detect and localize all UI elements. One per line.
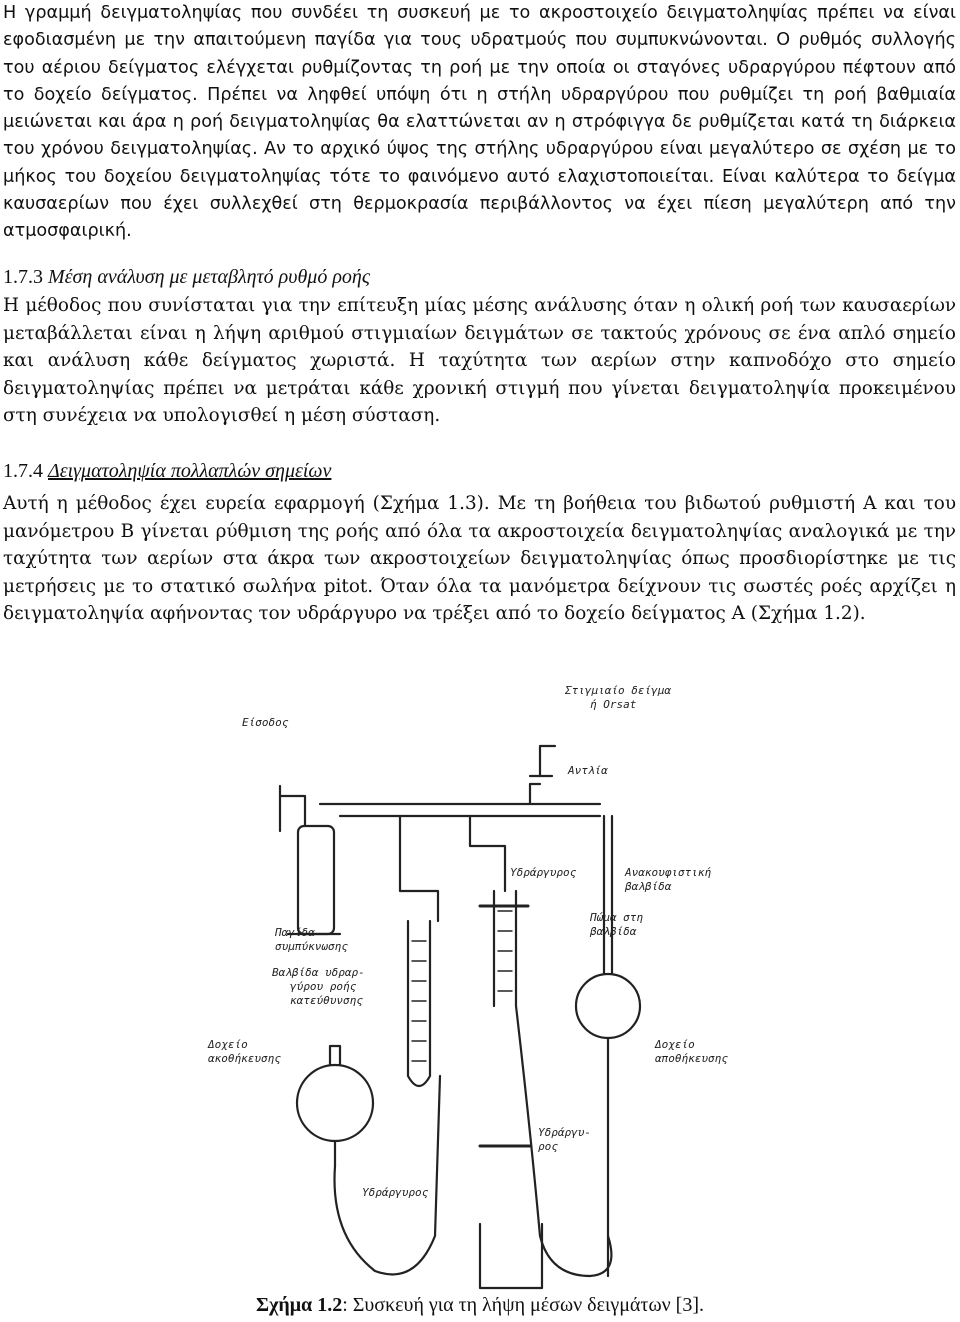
label-relief-valve: Ανακουφιστική [625, 866, 712, 879]
apparatus-diagram [180, 676, 820, 1294]
caption-label: Σχήμα 1.2 [256, 1294, 343, 1316]
section-heading-1-7-3 [3, 266, 370, 289]
label-valve: Βαλβίδα υδραρ- [272, 966, 365, 979]
label-sample-orsat: Στιγμιαίο δείγμα [565, 684, 671, 697]
left-storage-bulb [297, 1065, 373, 1141]
trap-cylinder [298, 826, 334, 934]
mercury-tube-right [516, 1006, 611, 1276]
section-number: 1.7.4 [3, 460, 43, 482]
section-1-7-4-body: Αυτή η μέθοδος έχει ευρεία εφαρμογή (Σχήμα 1.3). Με τη βοήθεια του βιδωτού ρυθμιστή Α και του μανόμετρου Β γίνεται ρύθμιση της ροής από όλα τα ακροστοιχεία δειγματοληψίας αναλογικά με την ταχύτητα των αερίων στα άκρα των ακροστοιχείων δειγματοληψίας όπως προσδιορίστηκε με τις μετρήσεις με το στατικό σωλήνα pitot. Όταν όλα τα μανόμετρα δείχνουν τις σωστές ροές αρχίζει η δειγματοληψία αφήνοντας τον υδράργυρο να τρέξει από το δοχείο δείγματος Α (Σχήμα 1.2). [3, 493, 956, 625]
intro-paragraph: Η γραμμή δειγματοληψίας που συνδέει τη συσκευή με το ακροστοιχείο δειγματοληψίας πρέπει να είναι εφοδιασμένη με την απαιτούμενη παγίδα για τους υδρατμούς που συμπυκνώνονται. Ο ρυθμός συλλογής του αέριου δείγματος ελέγχεται ρυθμίζοντας τη ροή με την οποία οι σταγόνες υδραργύρου πέφτουν από το δοχείο δείγματος. Πρέπει να ληφθεί υπόψη ότι η στήλη υδραργύρου που ρυθμίζει τη ροή βαθμιαία μειώνεται και άρα η ροή δειγματοληψίας θα ελαττώνεται αν η στρόφιγγα δε ρυθμίζεται κατά τη διάρκεια του χρόνου δειγματοληψίας. Αν το αρχικό ύψος της στήλης υδραργύρου είναι μεγαλύτερο σε σχέση με το μήκος του δοχείου δειγματοληψίας τότε το φαινόμενο αυτό ελαχιστοποιείται. Είναι καλύτερα το δείγμα καυσαερίων που έχει συλλεχθεί στη θερμοκρασία περιβάλλοντος να έχει πίεση μεγαλύτερη από την ατμοσφαιρική. [3, 3, 956, 242]
svg-text:ακοθήκευσης: ακοθήκευσης [208, 1052, 281, 1065]
section-heading-1-7-4 [3, 460, 331, 483]
label-trap: Παγίδα [275, 926, 315, 939]
label-mercury-2: Υδράργυ- [538, 1126, 591, 1139]
label-pump: Αντλία [568, 764, 608, 777]
label-mercury-3: Υδράργυρος [362, 1186, 429, 1199]
svg-text:κατεύθυνσης: κατεύθυνσης [290, 994, 363, 1007]
right-storage-bulb [576, 974, 640, 1038]
apparatus-figure [180, 676, 820, 1294]
section-title: Δειγματοληψία πολλαπλών σημείων [48, 460, 332, 482]
burette-right [494, 891, 516, 1006]
section-number: 1.7.3 [3, 266, 43, 288]
label-left-vessel: Δοχείο [208, 1038, 248, 1051]
label-right-vessel: Δοχείο [655, 1038, 695, 1051]
svg-text:γύρου ροής: γύρου ροής [290, 980, 357, 993]
figure-caption [0, 1294, 960, 1317]
label-inlet: Είσοδος [242, 716, 289, 729]
svg-text:ρος: ρος [538, 1140, 558, 1153]
section-title: Μέση ανάλυση με μεταβλητό ρυθμό ροής [48, 266, 370, 288]
label-mercury: Υδράργυρος [510, 866, 577, 879]
svg-text:αποθήκευσης: αποθήκευσης [655, 1052, 728, 1065]
svg-text:συμπύκνωσης: συμπύκνωσης [275, 940, 348, 953]
mercury-tube-left [335, 1076, 441, 1274]
caption-text: : Συσκευή για τη λήψη μέσων δειγμάτων [3]. [342, 1294, 704, 1316]
svg-text:ή Orsat: ή Orsat [590, 698, 637, 711]
label-bottle-cap: Πώμα στη [590, 911, 643, 924]
svg-text:βαλβίδα: βαλβίδα [625, 880, 672, 893]
svg-text:βαλβίδα: βαλβίδα [590, 925, 637, 938]
section-1-7-3-body: Η μέθοδος που συνίσταται για την επίτευξη μίας μέσης ανάλυσης όταν η ολική ροή των καυσαερίων μεταβάλλεται είναι η λήψη αριθμού στιγμιαίων δειγμάτων σε τακτούς χρόνους σε ένα απλό σημείο και ανάλυση κάθε δείγματος χωριστά. Η ταχύτητα των αερίων στην καπνοδόχο στο σημείο δειγματοληψίας πρέπει να μετράται κάθε χρονική στιγμή που γίνεται δειγματοληψία προκειμένου στη συνέχεια να υπολογισθεί η μέση σύσταση. [3, 295, 956, 427]
manifold-pipes [280, 746, 600, 831]
beaker [480, 1224, 542, 1288]
